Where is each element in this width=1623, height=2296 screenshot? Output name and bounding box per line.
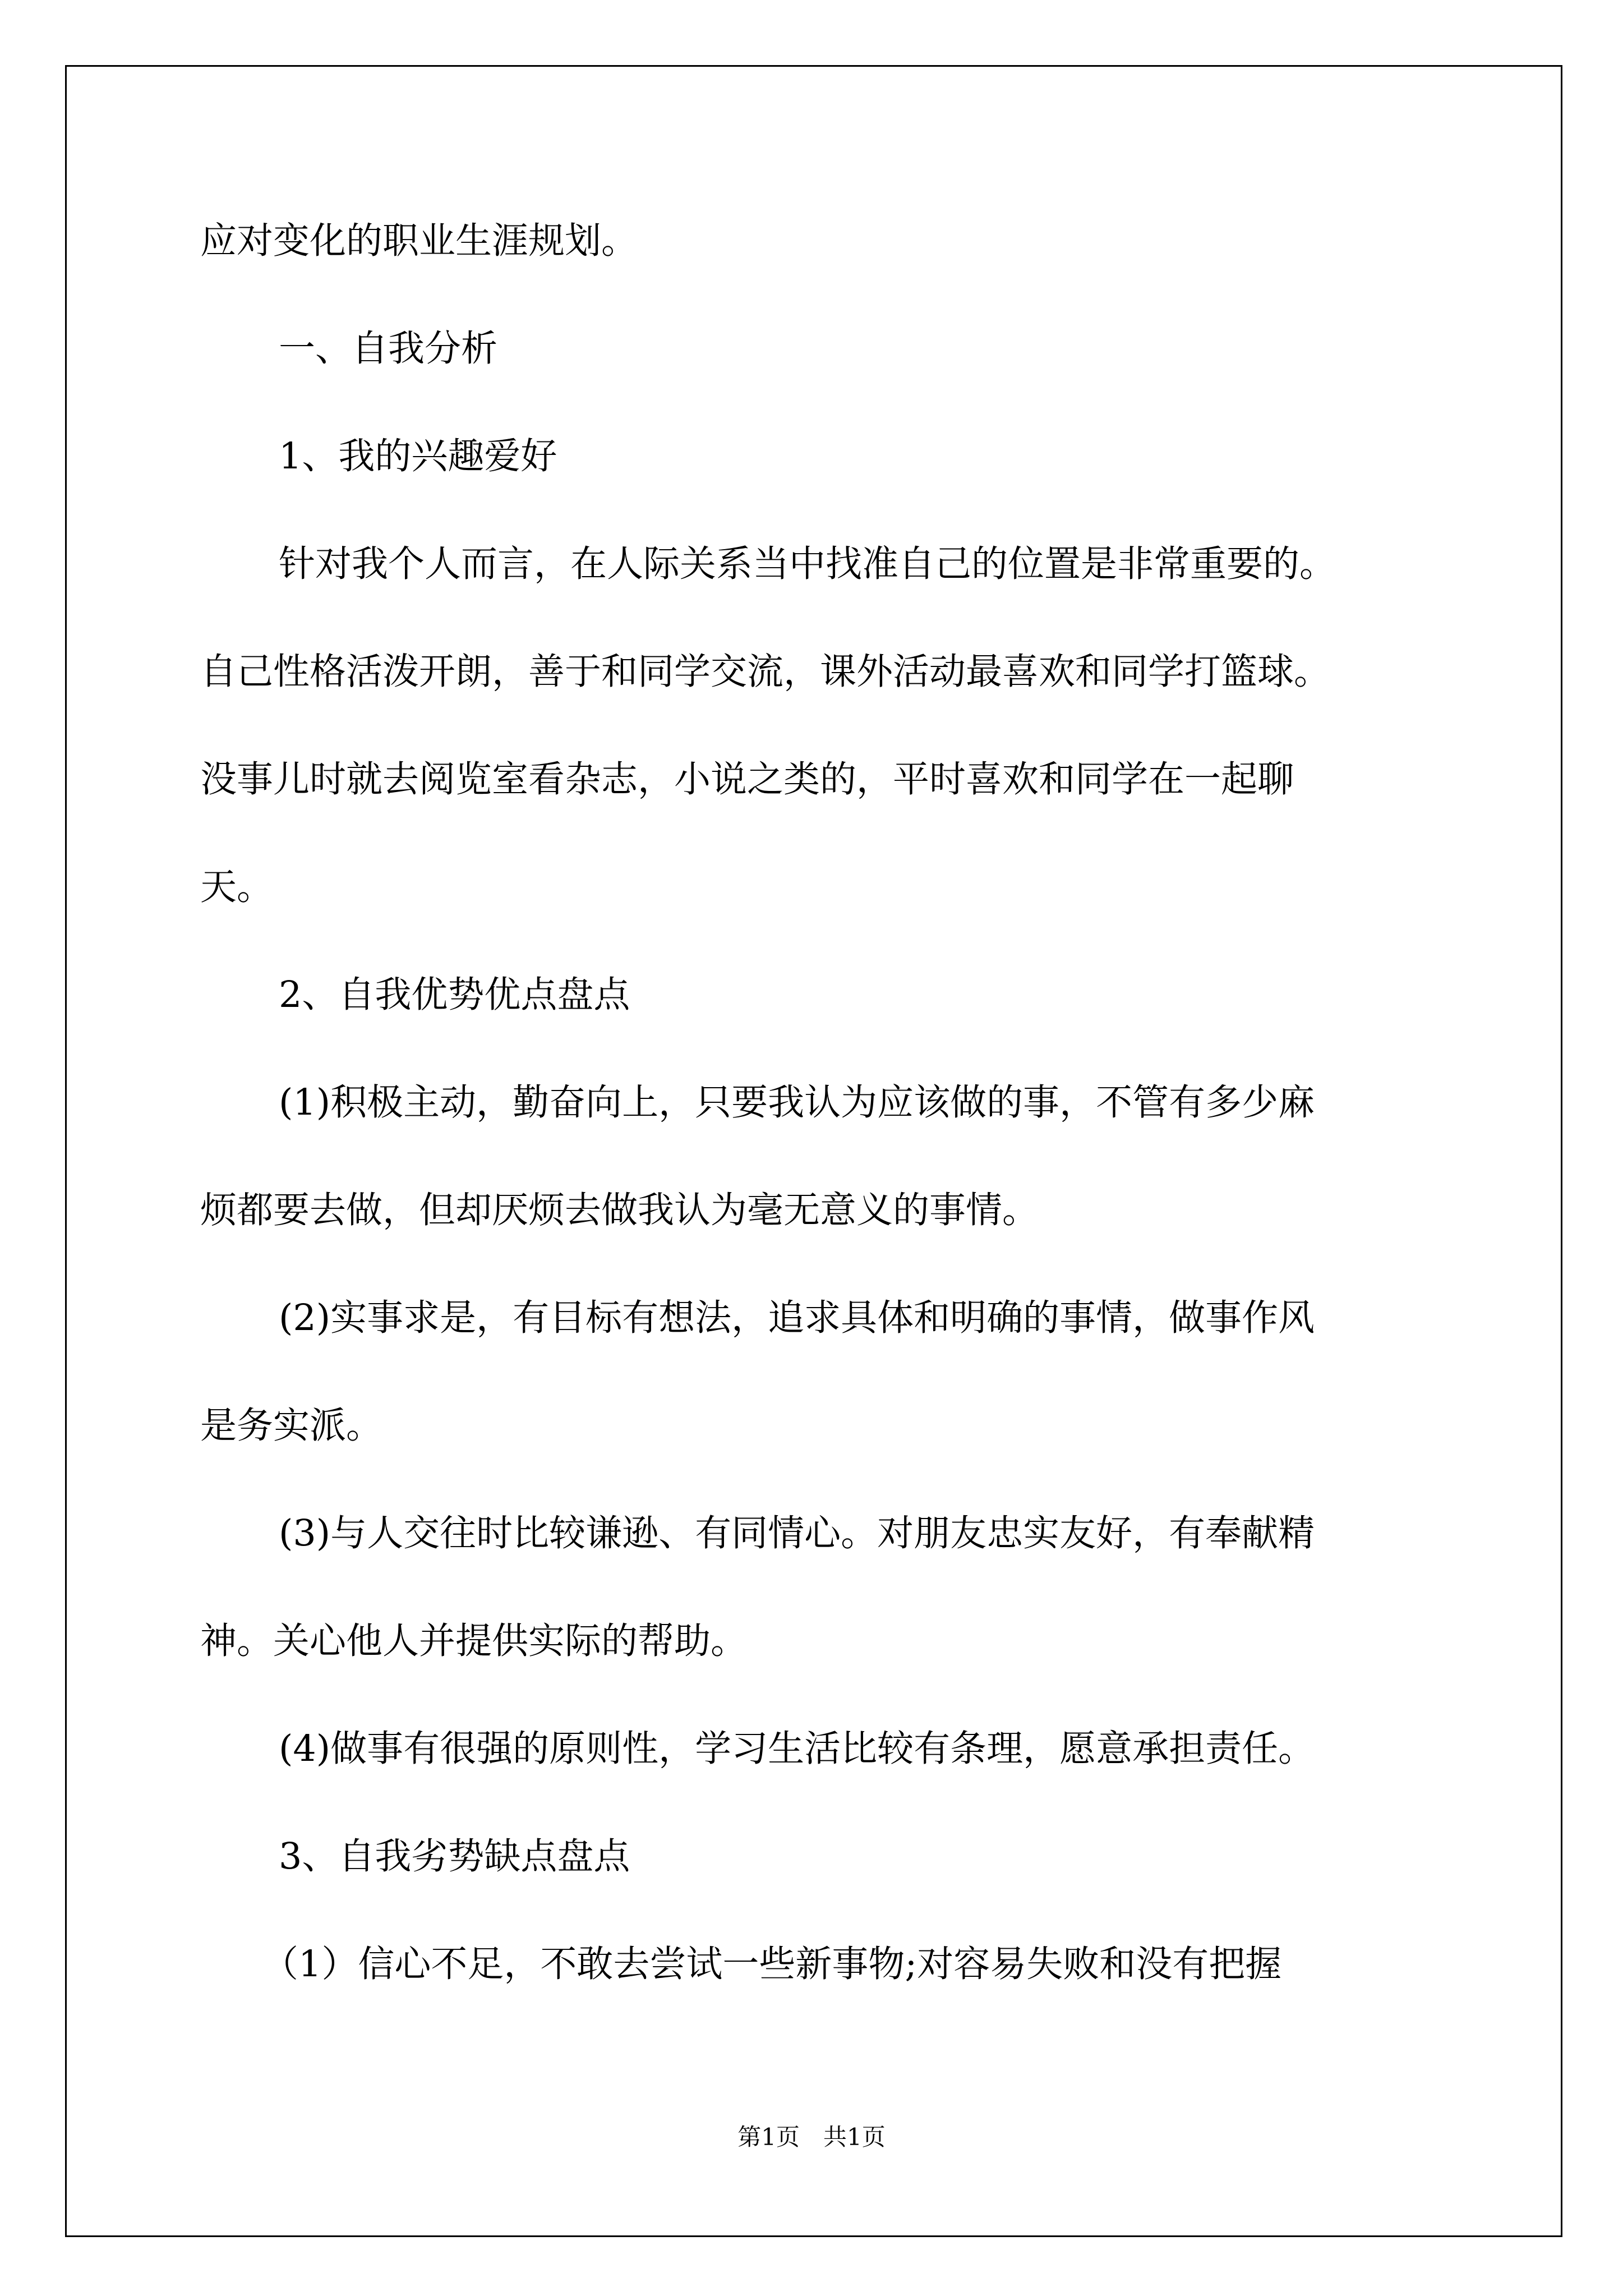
subsection-heading: 3、自我劣势缺点盘点 bbox=[279, 1835, 630, 1878]
body-line: 自己性格活泼开朗，善于和同学交流，课外活动最喜欢和同学打篮球。 bbox=[200, 651, 1331, 693]
list-item-continuation: 是务实派。 bbox=[200, 1405, 383, 1447]
list-item-continuation: 烦都要去做，但却厌烦去做我认为毫无意义的事情。 bbox=[200, 1189, 1039, 1231]
list-item: (3)与人交往时比较谦逊、有同情心。对朋友忠实友好，有奉献精 bbox=[279, 1512, 1315, 1554]
page-number-footer: 第1页 共1页 bbox=[737, 2123, 886, 2151]
list-item: （1）信心不足，不敢去尝试一些新事物;对容易失败和没有把握 bbox=[262, 1943, 1282, 1985]
subsection-heading: 2、自我优势优点盘点 bbox=[279, 974, 630, 1016]
body-line: 天。 bbox=[200, 866, 274, 908]
body-line: 没事儿时就去阅览室看杂志，小说之类的，平时喜欢和同学在一起聊 bbox=[200, 758, 1294, 800]
list-item: (1)积极主动，勤奋向上，只要我认为应该做的事，不管有多少麻 bbox=[279, 1082, 1315, 1124]
page-border bbox=[65, 65, 1562, 2237]
subsection-heading: 1、我的兴趣爱好 bbox=[279, 435, 557, 477]
list-item-continuation: 神。关心他人并提供实际的帮助。 bbox=[200, 1620, 748, 1662]
section-heading: 一、自我分析 bbox=[279, 328, 498, 370]
list-item: (4)做事有很强的原则性，学习生活比较有条理，愿意承担责任。 bbox=[279, 1728, 1315, 1770]
body-line: 针对我个人而言，在人际关系当中找准自己的位置是非常重要的。 bbox=[279, 543, 1336, 585]
list-item: (2)实事求是，有目标有想法，追求具体和明确的事情，做事作风 bbox=[279, 1297, 1315, 1339]
body-line: 应对变化的职业生涯规划。 bbox=[200, 220, 638, 262]
